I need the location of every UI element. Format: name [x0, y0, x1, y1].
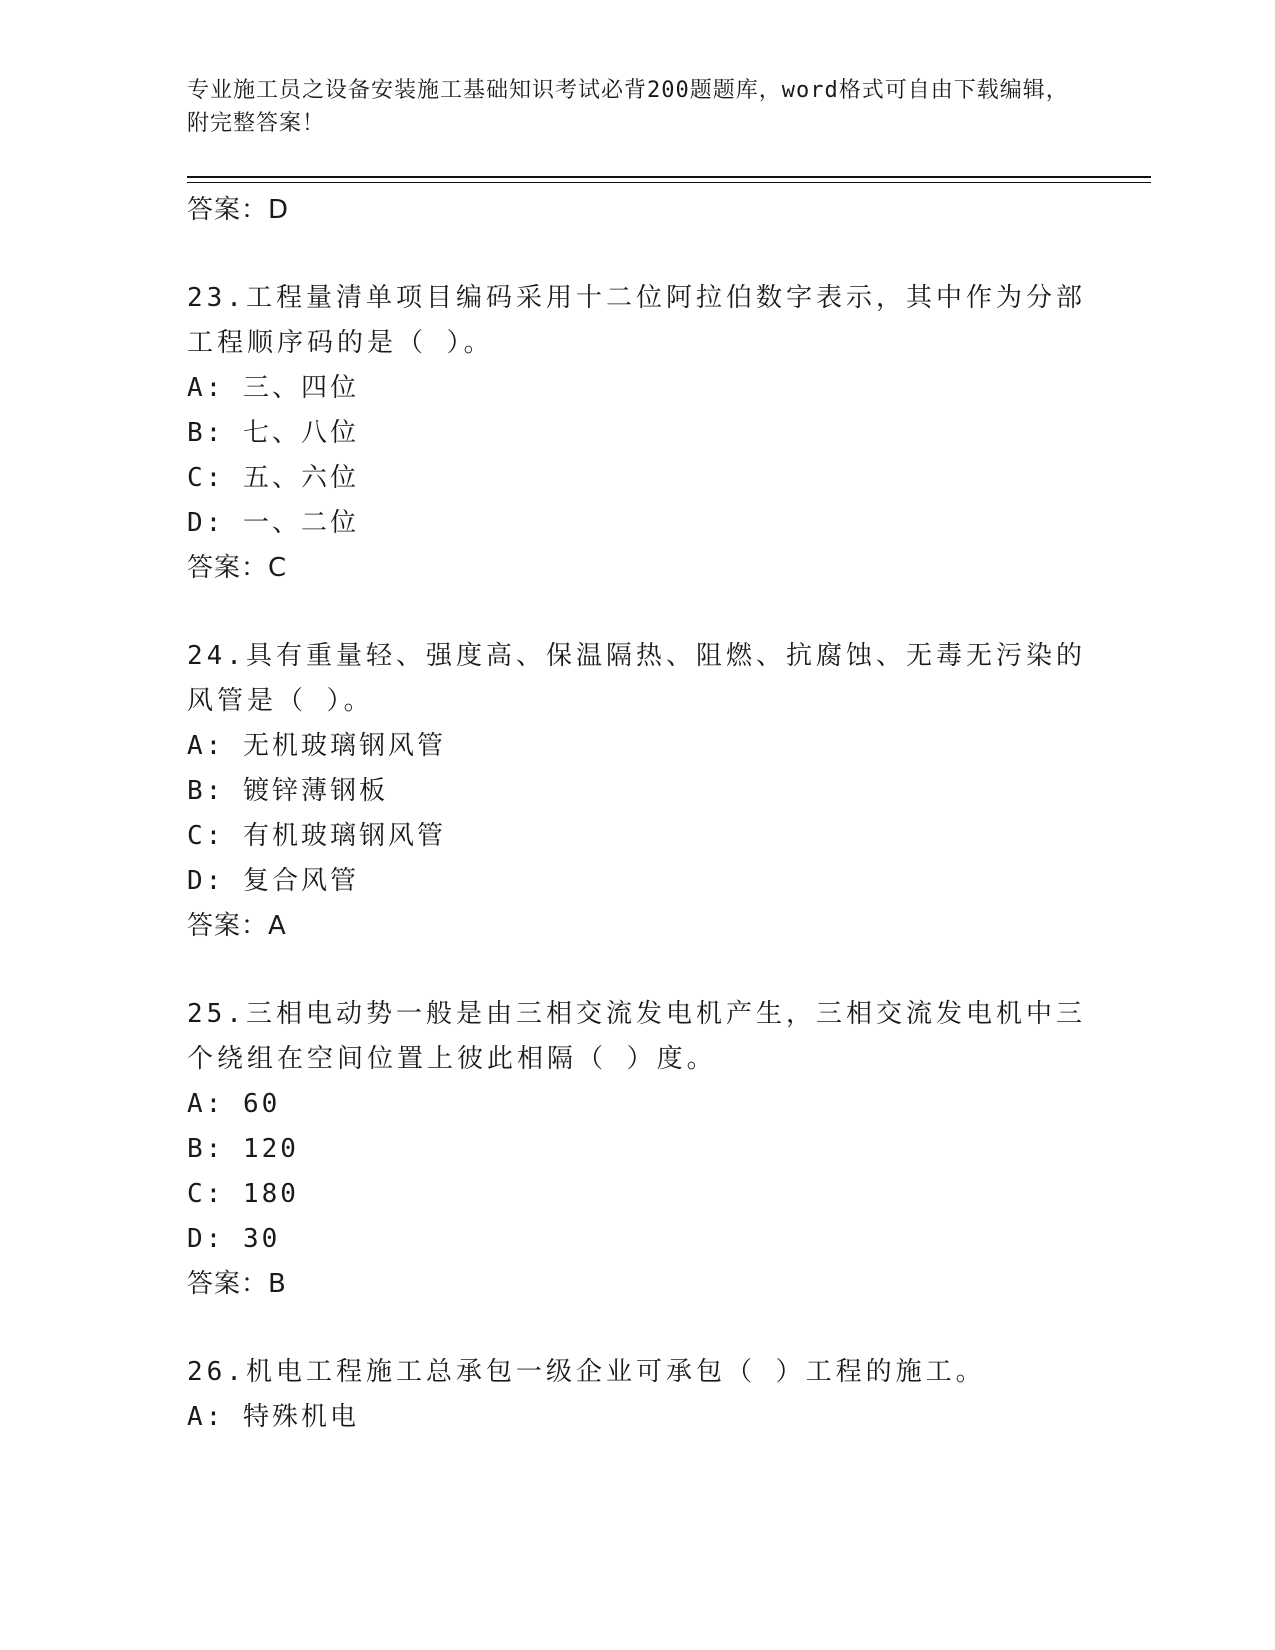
- question-23: [187, 276, 1087, 590]
- option-b: B: 镀锌薄钢板: [187, 776, 388, 806]
- question-stem: 24.具有重量轻、强度高、保温隔热、阻燃、抗腐蚀、无毒无污染的风管是（ ）。: [187, 641, 1086, 716]
- answer-line: 答案：D: [187, 195, 290, 225]
- option-c: C: 180: [187, 1179, 299, 1209]
- question-stem: 23.工程量清单项目编码采用十二位阿拉伯数字表示，其中作为分部工程顺序码的是（ ）。: [187, 283, 1086, 358]
- option-a: A: 60: [187, 1089, 281, 1119]
- option-c: C: 五、六位: [187, 463, 359, 493]
- question-25: [187, 992, 1087, 1306]
- option-d: D: 复合风管: [187, 866, 359, 896]
- question-24: [187, 634, 1087, 948]
- question-stem: 25.三相电动势一般是由三相交流发电机产生，三相交流发电机中三个绕组在空间位置上彼此相隔（ ）度。: [187, 999, 1086, 1074]
- option-c: C: 有机玻璃钢风管: [187, 821, 446, 851]
- document-header: 专业施工员之设备安装施工基础知识考试必背200题题库，word格式可自由下载编辑，附完整答案！: [187, 78, 1069, 136]
- option-a: A: 三、四位: [187, 373, 359, 403]
- document-body: [187, 188, 1087, 1440]
- header-divider-thick: [187, 176, 1151, 178]
- option-a: A: 无机玻璃钢风管: [187, 731, 446, 761]
- question-stem: 26.机电工程施工总承包一级企业可承包（ ）工程的施工。: [187, 1357, 986, 1387]
- option-d: D: 一、二位: [187, 508, 359, 538]
- answer-line: 答案：C: [187, 553, 288, 583]
- question-26: [187, 1350, 1087, 1440]
- answer-line: 答案：A: [187, 911, 287, 941]
- answer-line: 答案：B: [187, 1269, 287, 1299]
- option-b: B: 120: [187, 1134, 299, 1164]
- option-d: D: 30: [187, 1224, 281, 1254]
- option-b: B: 七、八位: [187, 418, 359, 448]
- option-a: A: 特殊机电: [187, 1402, 359, 1432]
- header-divider-thin: [187, 182, 1151, 183]
